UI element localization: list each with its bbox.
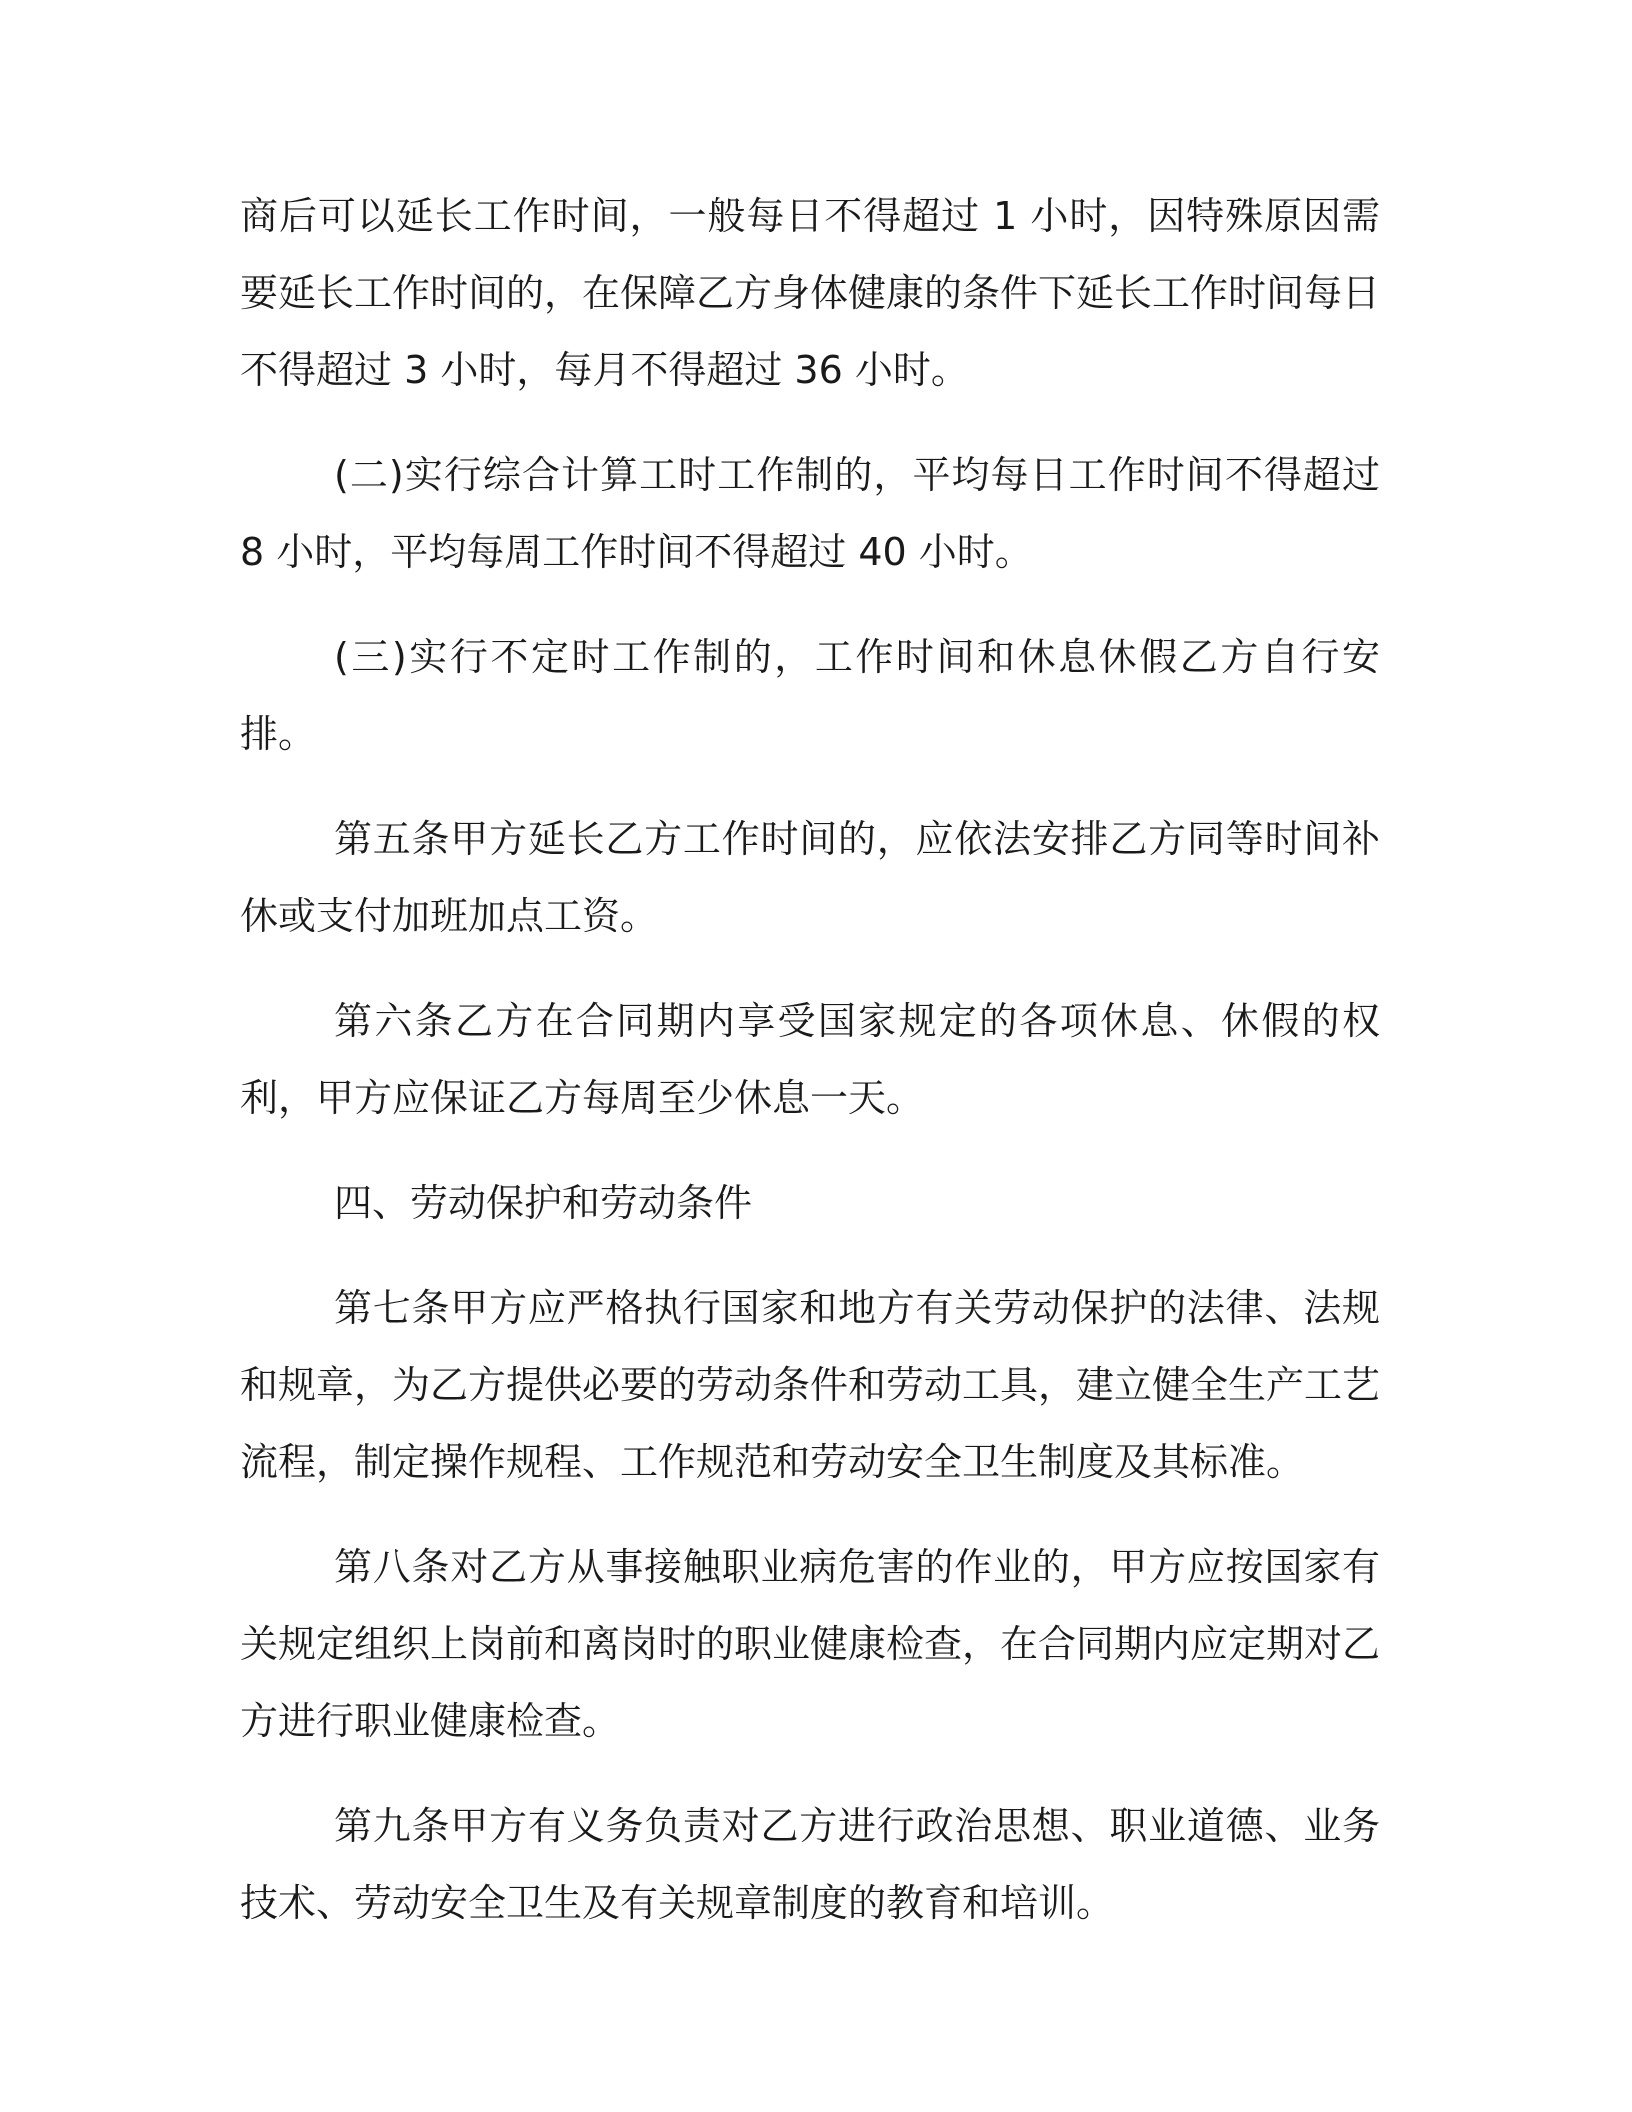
paragraph-article-9: 第九条甲方有义务负责对乙方进行政治思想、职业道德、业务技术、劳动安全卫生及有关规章制度的教育和培训。	[240, 1804, 1380, 1925]
paragraph-article-8: 第八条对乙方从事接触职业病危害的作业的，甲方应按国家有关规定组织上岗前和离岗时的职业健康检查，在合同期内应定期对乙方进行职业健康检查。	[240, 1545, 1381, 1743]
paragraph-clause-2: (二)实行综合计算工时工作制的，平均每日工作时间不得超过 8 小时，平均每周工作时间不得超过 40 小时。	[240, 453, 1380, 574]
document-page	[240, 178, 1380, 1970]
paragraph-article-6: 第六条乙方在合同期内享受国家规定的各项休息、休假的权利，甲方应保证乙方每周至少休息一天。	[240, 999, 1380, 1120]
paragraph-article-5: 第五条甲方延长乙方工作时间的，应依法安排乙方同等时间补休或支付加班加点工资。	[240, 817, 1380, 938]
paragraph-clause-3: (三)实行不定时工作制的，工作时间和休息休假乙方自行安排。	[240, 635, 1380, 756]
paragraph-continuation: 商后可以延长工作时间，一般每日不得超过 1 小时，因特殊原因需要延长工作时间的，在保障乙方身体健康的条件下延长工作时间每日不得超过 3 小时，每月不得超过 36 小时。	[240, 194, 1381, 392]
paragraph-article-7: 第七条甲方应严格执行国家和地方有关劳动保护的法律、法规和规章，为乙方提供必要的劳动条件和劳动工具，建立健全生产工艺流程，制定操作规程、工作规范和劳动安全卫生制度及其标准。	[240, 1286, 1381, 1484]
section-heading-4: 四、劳动保护和劳动条件	[334, 1181, 753, 1225]
